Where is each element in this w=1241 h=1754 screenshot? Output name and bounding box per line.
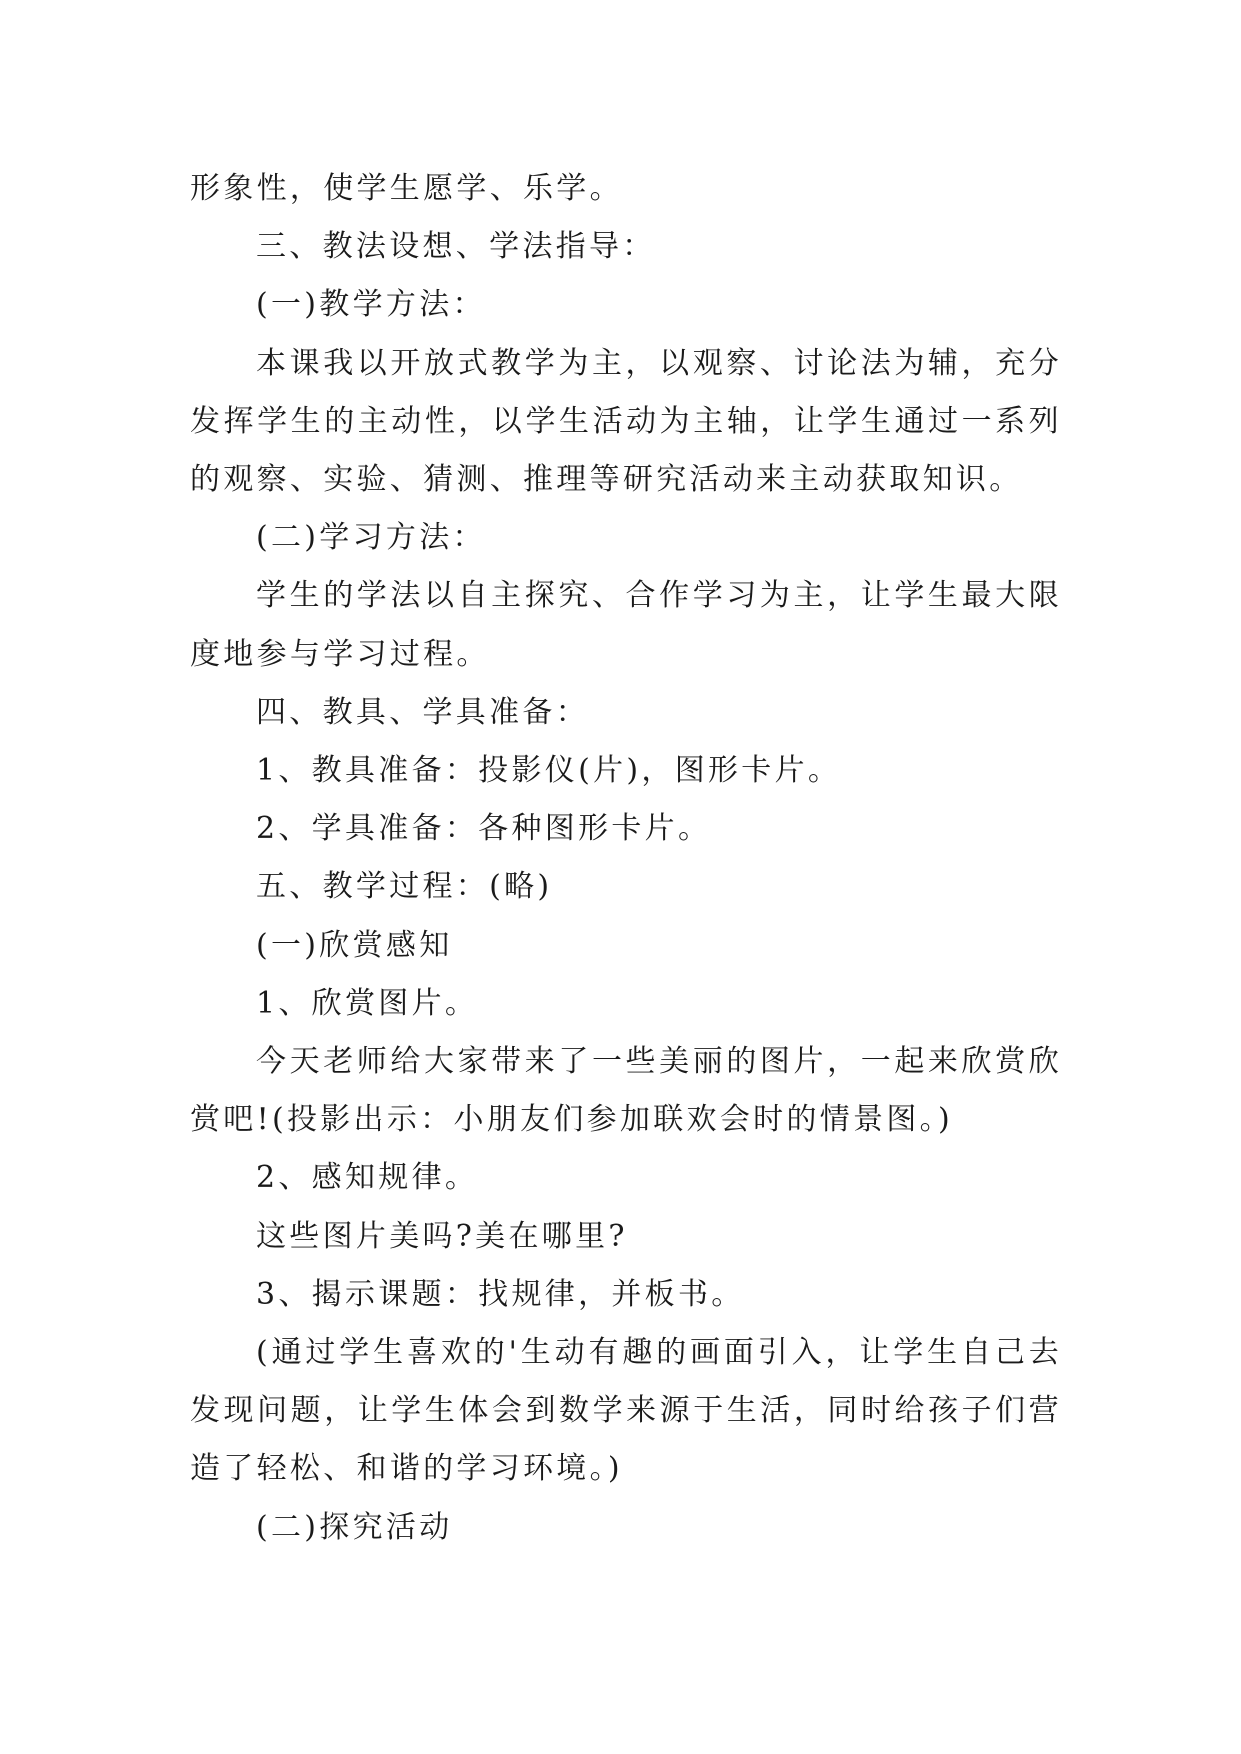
- list-item: 2、学具准备：各种图形卡片。: [256, 811, 712, 847]
- paragraph: 形象性，使学生愿学、乐学。: [190, 171, 623, 206]
- paragraph: 这些图片美吗?美在哪里?: [256, 1218, 628, 1254]
- document-body: [190, 160, 1062, 1557]
- subheading-teaching-method: (一)教学方法：: [256, 287, 486, 323]
- section-heading-3: 三、教法设想、学法指导：: [256, 229, 656, 265]
- list-item: 1、欣赏图片。: [256, 985, 479, 1021]
- list-item: 2、感知规律。: [256, 1160, 479, 1196]
- subheading-learning-method: (二)学习方法：: [256, 520, 486, 556]
- paragraph: 学生的学法以自主探究、合作学习为主，让学生最大限度地参与学习过程。: [190, 578, 1062, 672]
- subheading-exploration: (二)探究活动: [256, 1509, 453, 1545]
- subheading-appreciation: (一)欣赏感知: [256, 927, 453, 963]
- section-heading-5: 五、教学过程：(略): [256, 869, 553, 905]
- list-item: 1、教具准备：投影仪(片)，图形卡片。: [256, 753, 842, 789]
- section-heading-4: 四、教具、学具准备：: [256, 694, 589, 730]
- list-item: 3、揭示课题：找规律，并板书。: [256, 1276, 745, 1312]
- paragraph: 今天老师给大家带来了一些美丽的图片，一起来欣赏欣赏吧!(投影出示：小朋友们参加联欢会时的情景图。): [190, 1044, 1062, 1138]
- paragraph: 本课我以开放式教学为主，以观察、讨论法为辅，充分发挥学生的主动性，以学生活动为主轴，让学生通过一系列的观察、实验、猜测、推理等研究活动来主动获取知识。: [190, 345, 1062, 498]
- paragraph: (通过学生喜欢的'生动有趣的画面引入，让学生自己去发现问题，让学生体会到数学来源于生活，同时给孩子们营造了轻松、和谐的学习环境。): [190, 1335, 1062, 1487]
